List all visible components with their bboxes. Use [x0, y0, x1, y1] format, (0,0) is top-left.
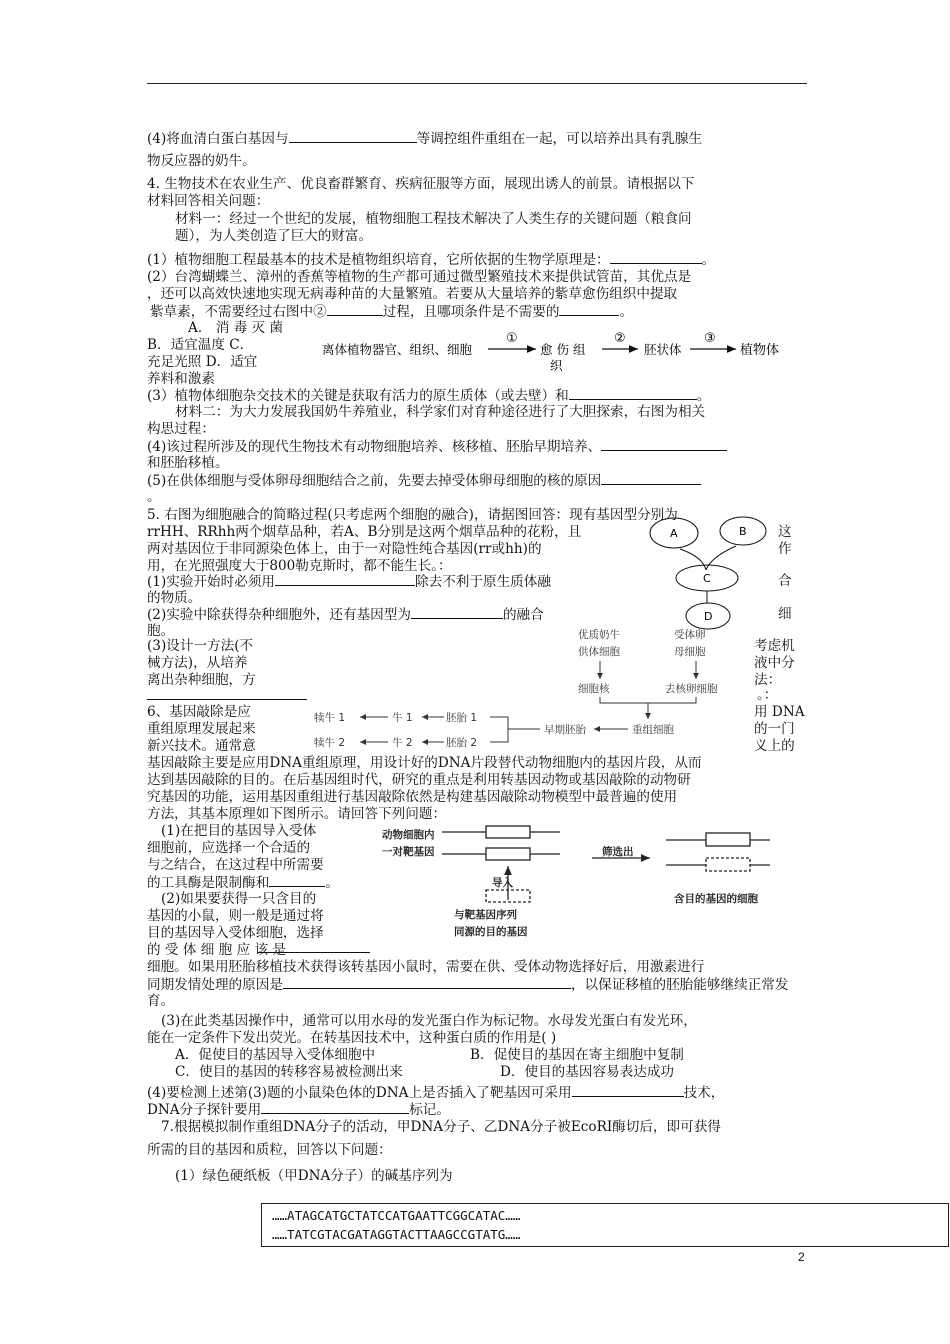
- q6-part4-b: DNA分子探针要用 标记。: [147, 1102, 450, 1118]
- embryoid-label: 胚状体: [644, 342, 682, 357]
- cow-2-label: 牛 2: [392, 737, 413, 749]
- answer-blank[interactable]: [258, 939, 370, 953]
- q3-part4-cont: 物反应器的奶牛。: [147, 153, 256, 169]
- screen-label: 筛选出: [602, 846, 634, 858]
- page-number: 2: [798, 1250, 805, 1264]
- recombinant-cell-label: 重组细胞: [632, 724, 674, 736]
- donor-cell-label: 供体细胞: [578, 646, 620, 658]
- q6-option-a: A．促使目的基因导入受体细胞中: [175, 1047, 376, 1063]
- donor-cow-label: 优质奶牛: [578, 629, 620, 641]
- q5-part3-a: (3)设计一方法(不: [147, 638, 254, 654]
- q5-part3-r3: 法：: [754, 672, 782, 688]
- option-c: 充足光照 D．适宜: [147, 354, 258, 370]
- q4-part5-end: 。: [147, 489, 161, 505]
- embryo-1-label: 胚胎 1: [446, 712, 478, 724]
- q6-part1-b: 细胞前，应选择一个合适的: [147, 840, 311, 856]
- cow-1-label: 牛 1: [392, 712, 413, 724]
- homologous-label-2: 同源的目的基因: [454, 926, 528, 938]
- import-label: 导入: [492, 877, 513, 889]
- q5-part1-cont: 的物质。: [147, 590, 202, 606]
- embryo-2-label: 胚胎 2: [446, 737, 478, 749]
- q4-part3: (3）植物体细胞杂交技术的关键是获取有活力的原生质体（或去壁）和 。: [147, 388, 711, 404]
- q5-line4: 用，在光照强度大于800勒克斯时，都不能生长。：: [147, 558, 452, 574]
- q5-part3-r1: 考虑机: [754, 638, 795, 654]
- answer-blank[interactable]: [147, 686, 307, 700]
- answer-blank[interactable]: [269, 873, 325, 887]
- q5-intro: 5. 右图为细胞融合的简略过程(只考虑两个细胞的融合)，请据图回答：现有基因型分别为: [147, 507, 678, 523]
- q6-part3-b: 能在一定条件下发出荧光。在转基因技术中，这种蛋白质的作用是( ): [147, 1030, 557, 1046]
- answer-blank[interactable]: [572, 1083, 684, 1097]
- target-gene-label: 一对靶基因: [382, 846, 435, 858]
- cow-cloning-diagram: [310, 625, 750, 753]
- answer-blank[interactable]: [289, 129, 417, 143]
- homologous-label: 与靶基因序列: [454, 909, 517, 921]
- step-3-label: ③: [704, 331, 716, 346]
- step-2-label: ②: [614, 331, 626, 346]
- q5-line3: 两对基因位于非同源染色体上，由于一对隐性纯合基因(rr或hh)的: [147, 541, 542, 557]
- q5-part3-c: 离出杂种细胞，方: [147, 672, 256, 688]
- answer-blank[interactable]: [327, 302, 383, 316]
- q6-option-c: C．使目的基因的转移容易被检测出来: [175, 1064, 403, 1080]
- answer-blank[interactable]: [601, 471, 701, 485]
- calf-1-label: 犊牛 1: [314, 712, 346, 724]
- q4-part4-cont: 和胚胎移植。: [147, 455, 229, 471]
- q5-right-2: 作: [778, 541, 792, 557]
- answer-blank[interactable]: [601, 437, 727, 451]
- q6-option-d: D．使目的基因容易表达成功: [500, 1064, 675, 1080]
- q6-part3-a: (3)在此类基因操作中，通常可以用水母的发光蛋白作为标记物。水母发光蛋白有发光环，: [161, 1013, 697, 1029]
- answer-blank[interactable]: [559, 302, 619, 316]
- q6-part4: (4)要检测上述第(3)题的小鼠染色体的DNA上是否插入了靶基因可采用 技术，: [147, 1085, 725, 1101]
- option-d: 养料和激素: [147, 371, 215, 387]
- dna-strand-bottom: ……TATCGTACGATAGGTACTTAAGCCGTATG……: [272, 1227, 521, 1242]
- q4-part4: (4)该过程所涉及的现代生物技术有动物细胞培养、核移植、胚胎早期培养、: [147, 437, 727, 456]
- cell-d-label: D: [704, 610, 713, 623]
- material-2-cont: 构思过程：: [147, 421, 215, 437]
- answer-blank[interactable]: [261, 1100, 409, 1114]
- q4-intro: 4. 生物技术在农业生产、优良畜群繁育、疾病征服等方面，展现出诱人的前景。请根据以下: [147, 176, 695, 192]
- flow-start: 离体植物器官、组织、细胞: [322, 342, 473, 357]
- q5-part3-r2: 液中分: [754, 655, 795, 671]
- cell-a-label: A: [670, 527, 678, 540]
- q7-intro-2: 所需的目的基因和质粒，回答以下问题：: [147, 1142, 392, 1158]
- q3-part4: (4)将血清白蛋白基因与 等调控组件重组在一起，可以培养出具有乳腺生: [147, 131, 703, 147]
- cell-fusion-diagram: [648, 515, 768, 630]
- q6-part2-d: 的 受 体 细 胞 应 该 是: [147, 942, 286, 958]
- answer-blank[interactable]: [610, 250, 702, 264]
- q5-right-1: 这: [778, 524, 792, 540]
- q5-part2: (2)实验中除获得杂种细胞外，还有基因型为 的融合: [147, 607, 544, 623]
- step-1-label: ①: [506, 331, 518, 346]
- q6-part2-b: 基因的小鼠，则一般是通过将: [147, 908, 324, 924]
- q6-line1: 6、基因敲除是应: [147, 704, 251, 720]
- q6-part2-h: 育。: [147, 993, 175, 1009]
- result-label: 含目的基因的细胞: [674, 893, 758, 905]
- answer-blank[interactable]: [275, 572, 415, 586]
- early-embryo-label: 早期胚胎: [544, 724, 586, 736]
- q4-intro2: 材料回答相关问题：: [147, 193, 270, 209]
- option-a: A． 消 毒 灭 菌: [188, 320, 284, 336]
- q5-part2-cont: 胞。: [147, 623, 175, 639]
- header-rule: [147, 83, 807, 84]
- q6-part1-a: (1)在把目的基因导入受体: [161, 823, 317, 839]
- material-1: 材料一：经过一个世纪的发展，植物细胞工程技术解决了人类生存的关键问题（粮食问: [175, 211, 692, 227]
- callus-label-2: 织: [550, 358, 563, 373]
- q6-line3: 新兴技术。通常意: [147, 738, 256, 754]
- q6-right-3: 义上的: [754, 738, 795, 754]
- option-b: B．适宜温度 C．: [147, 337, 254, 353]
- q6-part1-c: 与之结合，在这过程中所需要: [147, 857, 324, 873]
- q7-intro: 7.根据模拟制作重组DNA分子的活动，甲DNA分子、乙DNA分子被EcoRI酶切后，即可获得: [161, 1119, 721, 1135]
- q6-right-2: 的一门: [754, 721, 795, 737]
- plant-label: 植物体: [740, 343, 780, 358]
- cell-c-label: C: [703, 572, 711, 585]
- cell-label: 动物细胞内: [382, 829, 435, 841]
- q6-right-1: 用 DNA: [754, 704, 805, 720]
- q6-line6: 究基因的功能，运用基因重组进行基因敲除依然是构建基因敲除动物模型中最普遍的使用: [147, 789, 678, 805]
- material-1-cont: 题），为人类创造了巨大的财富。: [175, 228, 373, 244]
- q6-line4: 基因敲除主要是应用DNA重组原理，用设计好的DNA片段替代动物细胞内的基因片段，从而: [147, 755, 702, 771]
- answer-blank[interactable]: [411, 605, 503, 619]
- q5-right-4: 细: [778, 606, 792, 622]
- q6-line7: 方法，其基本原理如下图所示。请回答下列问题：: [147, 806, 447, 822]
- q7-part1: (1）绿色硬纸板（甲DNA分子）的碱基序列为: [175, 1168, 453, 1184]
- dna-strand-top: ……ATAGCATGCTATCCATGAATTCGGCATAC……: [272, 1208, 521, 1223]
- enucleated-egg-label: 去核卵细胞: [665, 683, 718, 695]
- q6-line2: 重组原理发展起来: [147, 721, 256, 737]
- q6-option-b: B．促使目的基因在寄主细胞中复制: [470, 1047, 684, 1063]
- q5-part3-r4: 。：: [757, 687, 778, 703]
- q6-part2-c: 目的基因导入受体细胞，选择: [147, 925, 324, 941]
- q6-part2-a: (2)如果要获得一只含目的: [161, 891, 317, 907]
- nucleus-label: 细胞核: [578, 683, 610, 695]
- q5-right-3: 合: [778, 573, 792, 589]
- cell-b-label: B: [739, 525, 747, 538]
- q5-part3-b: 械方法)，从培养: [147, 655, 248, 671]
- q4-part5: (5)在供体细胞与受体卵母细胞结合之前，先要去掉受体卵母细胞的核的原因: [147, 471, 701, 490]
- answer-blank[interactable]: [569, 386, 697, 400]
- gene-knockout-diagram: [380, 820, 780, 940]
- q6-line5: 达到基因敲除的目的。在后基因组时代，研究的重点是利用转基因动物或基因敲除的动物研: [147, 772, 691, 788]
- callus-label: 愈 伤 组: [540, 342, 586, 357]
- recipient-label: 受体卵: [674, 629, 706, 641]
- q6-part2-f: 同期发情处理的原因是 ，以保证移植的胚胎能够继续正常发: [147, 977, 789, 993]
- q4-part2: (2）台湾蝴蝶兰、漳州的香蕉等植物的生产都可通过微型繁殖技术来提供试管苗，其优点是: [147, 269, 692, 285]
- tissue-culture-flow: [318, 330, 798, 380]
- material-2: 材料二：为大力发展我国奶牛养殖业，科学家们对育种途径进行了大胆探索，右图为相关: [175, 404, 706, 420]
- q5-line2: rrHH、RRhh两个烟草品种，若A、B分别是这两个烟草品种的花粉，且: [147, 524, 582, 540]
- q6-part1-d: 的工具酶是限制酶和 。: [147, 875, 339, 891]
- recipient-label-2: 母细胞: [674, 646, 706, 658]
- q4-part2-b: ，还可以高效快速地实现无病毒种苗的大量繁殖。若要从大量培养的紫草愈伤组织中提取: [147, 286, 678, 302]
- q4-part1: (1）植物细胞工程最基本的技术是植物组织培育，它所依据的生物学原理是： 。: [147, 252, 716, 268]
- q4-part2-c: 紫草素，不需要经过右图中② 过程，且哪项条件是不需要的 。: [150, 304, 634, 320]
- q6-part2-e: 细胞。如果用胚胎移植技术获得该转基因小鼠时，需要在供、受体动物选择好后，用激素进行: [147, 959, 705, 975]
- answer-blank[interactable]: [283, 975, 571, 989]
- q5-part1: (1)实验开始时必须用 除去不利于原生质体融: [147, 574, 551, 590]
- calf-2-label: 犊牛 2: [314, 737, 346, 749]
- dna-sequence-box: [261, 1203, 949, 1247]
